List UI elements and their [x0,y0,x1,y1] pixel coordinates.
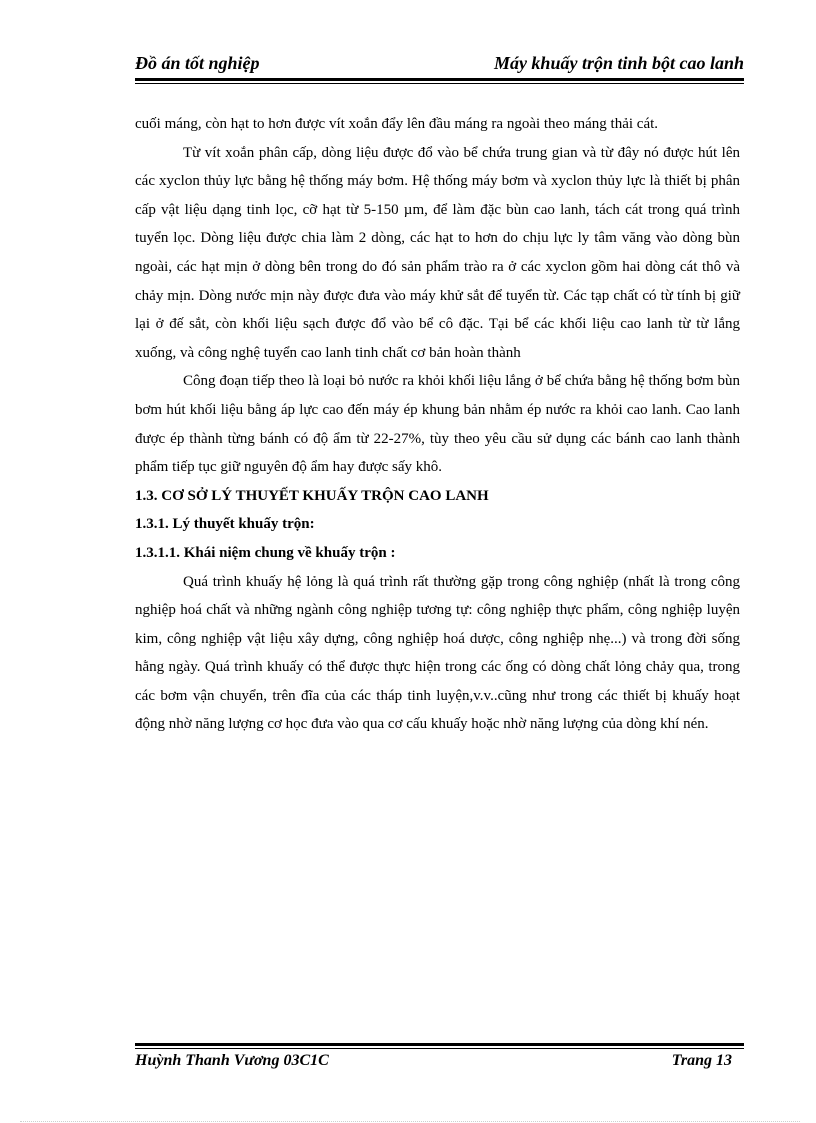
footer-page-number: Trang 13 [671,1052,732,1069]
footer-author: Huỳnh Thanh Vương 03C1C [135,1052,329,1069]
subsection-heading: 1.3.1. Lý thuyết khuấy trộn: [135,516,315,533]
footer-rule-thin [135,1048,744,1049]
footer-rule-thick [135,1043,744,1046]
section-heading: 1.3. CƠ SỞ LÝ THUYẾT KHUẤY TRỘN CAO LANH [135,487,489,504]
page-edge-divider [20,1121,800,1122]
header-document-title: Máy khuấy trộn tinh bột cao lanh [493,53,744,73]
body-paragraph-dewatering: Công đoạn tiếp theo là loại bỏ nước ra khỏi khối liệu lắng ở bể chứa bằng hệ thống bơm bùn bơm hút khối liệu bằng áp lực cao đến máy ép khung bản nhằm ép nước ra khỏi cao lanh. Cao lanh được ép thành từng bánh có độ ẩm từ 22-27%, tùy theo yêu cầu sử dụng các bánh cao lanh thành phẩm tiếp tục giữ nguyên độ ẩm hay được sấy khô. [135,373,740,476]
header-rule-thick [135,78,744,81]
page-header [135,51,744,75]
body-paragraph-continued: cuối máng, còn hạt to hơn được vít xoắn đẩy lên đầu máng ra ngoài theo máng thải cát. [135,116,659,132]
header-rule-thin [135,83,744,84]
subsubsection-heading: 1.3.1.1. Khái niệm chung về khuấy trộn : [135,544,396,561]
page-body [135,110,740,739]
header-document-type: Đồ án tốt nghiệp [135,53,260,73]
body-paragraph-mixing-concept: Quá trình khuấy hệ lỏng là quá trình rất thường gặp trong công nghiệp (nhất là trong công nghiệp hoá chất và những ngành công nghiệp tương tự: công nghiệp thực phẩm, công nghiệp luyện kim, công nghiệp vật liệu xây dựng, công nghiệp hoá dược, công nghiệp nhẹ...) và trong đời sống hằng ngày. Quá trình khuấy có thể được thực hiện trong các ống có dòng chất lỏng chảy qua, trong các bơm vận chuyển, trên đĩa của các tháp tinh luyện,v.v..cũng như trong các thiết bị khuấy hoạt động nhờ năng lượng cơ học đưa vào qua cơ cấu khuấy hoặc nhờ năng lượng của dòng khí nén. [135,573,740,733]
body-paragraph-xyclon: Từ vít xoắn phân cấp, dòng liệu được đổ vào bể chứa trung gian và từ đây nó được hút lên các xyclon thủy lực bằng hệ thống máy bơm. Hệ thống máy bơm và xyclon thủy lực là thiết bị phân cấp vật liệu dạng tinh lọc, cỡ hạt từ 5-150 µm, để làm đặc bùn cao lanh, tách cát trong quá trình tuyển lọc. Dòng liệu được chia làm 2 dòng, các hạt to hơn do chịu lực ly tâm văng vào dòng bùn ngoài, các hạt mịn ở dòng bên trong do đó sản phẩm trào ra ở các xyclon gồm hai dòng cát thô và chảy mịn. Dòng nước mịn này được đưa vào máy khử sắt để tuyển từ. Các tạp chất có từ tính bị giữ lại ở đế sắt, còn khối liệu sạch được đổ vào bể cô đặc. Tại bể các khối liệu cao lanh từ từ lắng xuống, và công nghệ tuyển cao lanh tinh chất cơ bản hoàn thành [135,144,740,361]
